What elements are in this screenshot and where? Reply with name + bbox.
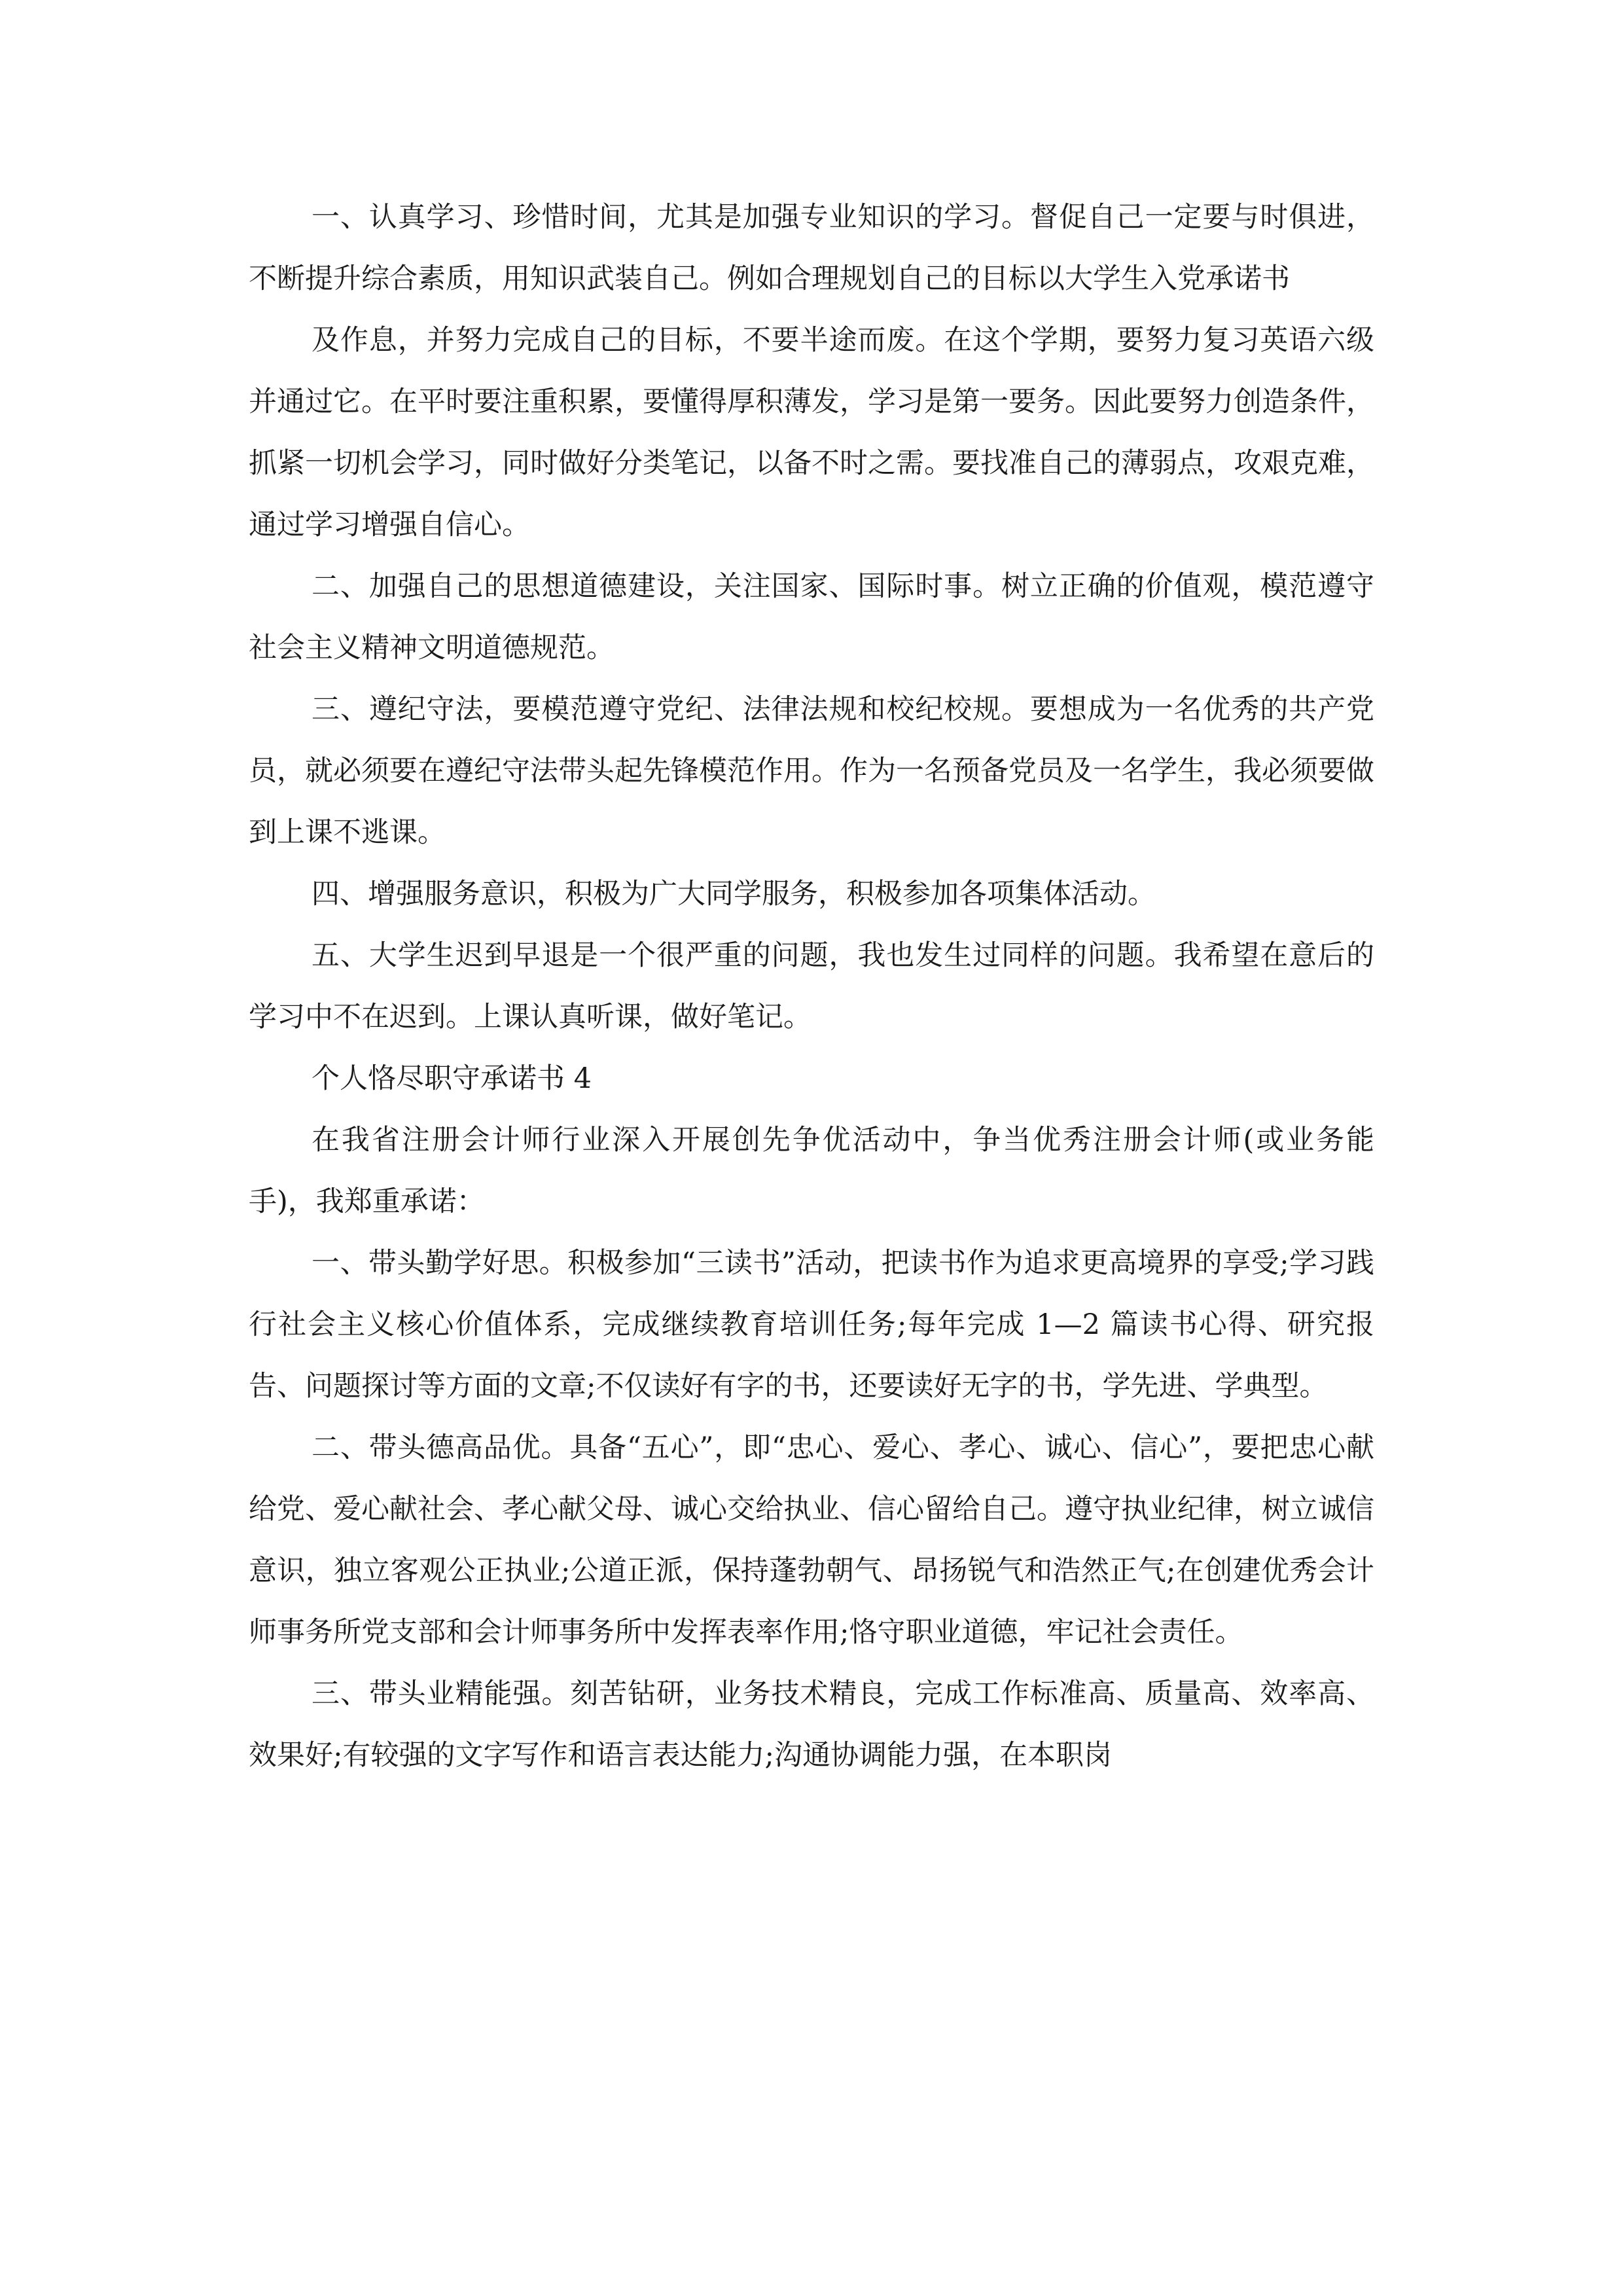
paragraph-service: 四、增强服务意识，积极为广大同学服务，积极参加各项集体活动。: [312, 878, 1156, 910]
paragraph-morality: 二、加强自己的思想道德建设，关注国家、国际时事。树立正确的价值观，模范遵守社会主义精神文明道德规范。: [249, 570, 1374, 664]
paragraph-pledge-intro: 在我省注册会计师行业深入开展创先争优活动中，争当优秀注册会计师(或业务能手)，我郑重承诺：: [249, 1124, 1374, 1218]
paragraph-pledge-skill: 三、带头业精能强。刻苦钻研，业务技术精良，完成工作标准高、质量高、效率高、效果好;有较强的文字写作和语言表达能力;沟通协调能力强，在本职岗: [249, 1677, 1374, 1772]
paragraph-discipline: 三、遵纪守法，要模范遵守党纪、法律法规和校纪校规。要想成为一名优秀的共产党员，就必须要在遵纪守法带头起先锋模范作用。作为一名预备党员及一名学生，我必须要做到上课不逃课。: [249, 693, 1374, 849]
paragraph-pledge-virtue: 二、带头德高品优。具备“五心”，即“忠心、爱心、孝心、诚心、信心”，要把忠心献给党、爱心献社会、孝心献父母、诚心交给执业、信心留给自己。遵守执业纪律，树立诚信意识，独立客观公正执业;公道正派，保持蓬勃朝气、昂扬锐气和浩然正气;在创建优秀会计师事务所党支部和会计师事务所中发挥表率作用;恪守职业道德，牢记社会责任。: [249, 1431, 1374, 1649]
paragraph-punctuality: 五、大学生迟到早退是一个很严重的问题，我也发生过同样的问题。我希望在意后的学习中不在迟到。上课认真听课，做好笔记。: [249, 939, 1374, 1033]
paragraph-study: 一、认真学习、珍惜时间，尤其是加强专业知识的学习。督促自己一定要与时俱进，不断提升综合素质，用知识武装自己。例如合理规划自己的目标以大学生入党承诺书: [249, 201, 1374, 295]
document-page: [249, 187, 1374, 1786]
paragraph-schedule: 及作息，并努力完成自己的目标，不要半途而废。在这个学期，要努力复习英语六级并通过它。在平时要注重积累，要懂得厚积薄发，学习是第一要务。因此要努力创造条件，抓紧一切机会学习，同时做好分类笔记，以备不时之需。要找准自己的薄弱点，攻艰克难，通过学习增强自信心。: [249, 324, 1374, 541]
paragraph-pledge-study: 一、带头勤学好思。积极参加“三读书”活动，把读书作为追求更高境界的享受;学习践行社会主义核心价值体系，完成继续教育培训任务;每年完成 1—2 篇读书心得、研究报告、问题探讨等方面的文章;不仅读好有字的书，还要读好无字的书，学先进、学典型。: [249, 1247, 1374, 1403]
section-title: 个人恪尽职守承诺书 4: [312, 1062, 592, 1095]
